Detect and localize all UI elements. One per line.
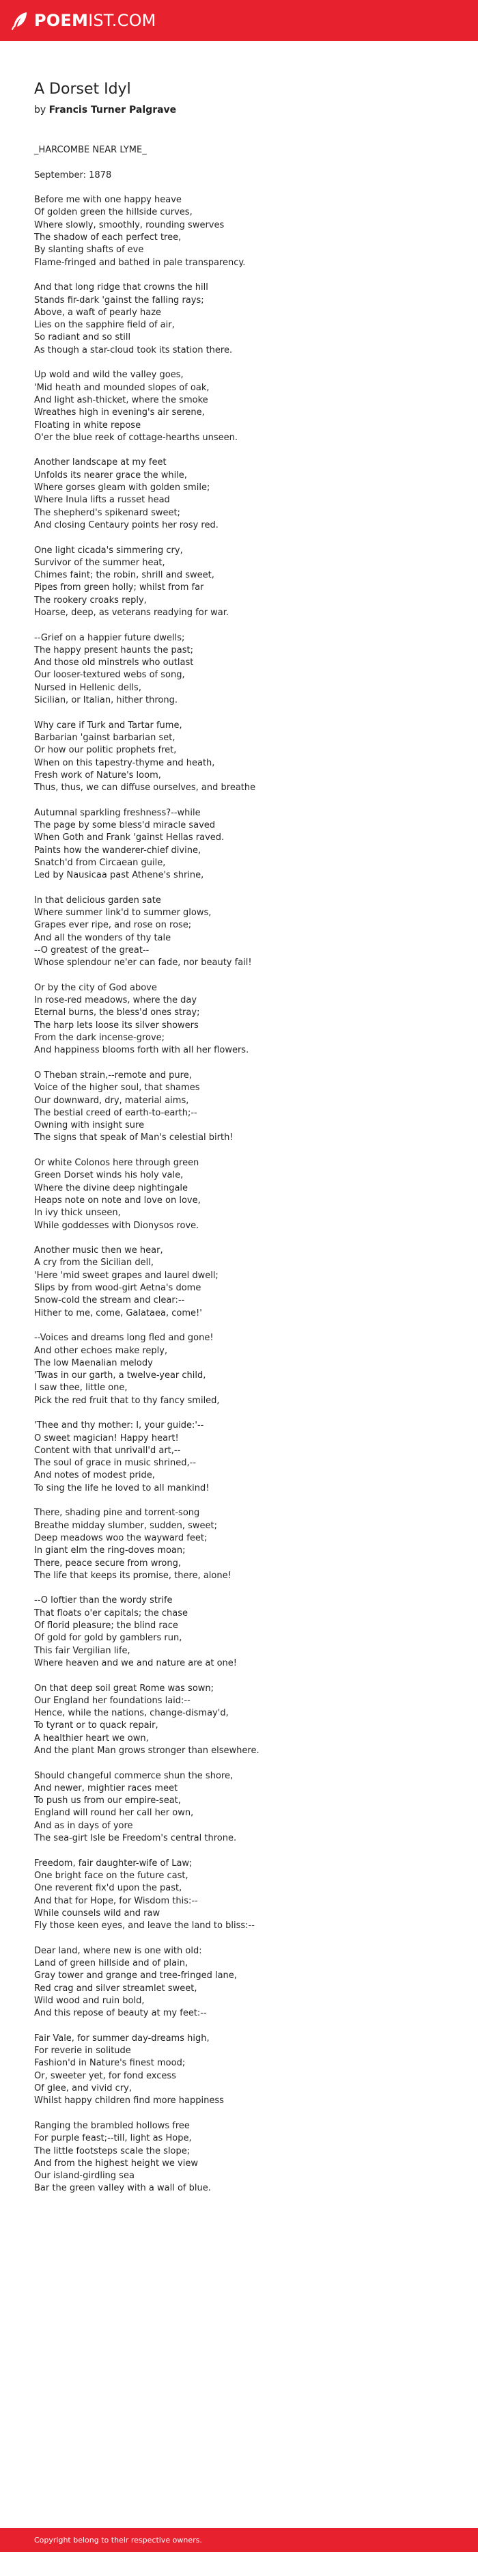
poem-line: By slanting shafts of eve [34,245,144,256]
poem-line: Dear land, where new is one with old: [34,1945,202,1956]
poem-content [0,41,478,2552]
poem-line: Of florid pleasure; the blind race [34,1621,178,1631]
poem-line: Land of green hillside and of plain, [34,1958,188,1969]
poem-line: When on this tapestry-thyme and heath, [34,757,215,768]
poem-line: --O loftier than the wordy strife [34,1595,173,1606]
stanza [34,1157,444,1232]
poem-line: Hoarse, deep, as veterans readying for war. [34,607,229,618]
poem-line: Why care if Turk and Tartar fume, [34,720,182,731]
brand-bold: POEM [34,11,89,30]
stanza [34,144,444,157]
poem-line: Our England her foundations laid:-- [34,1695,191,1706]
poem-line: Bar the green valley with a wall of blue. [34,2183,211,2194]
poem-line: Grapes ever ripe, and rose on rose; [34,920,192,931]
stanza [34,2033,444,2108]
poem-line: Wild wood and ruin bold, [34,1995,145,2006]
quill-icon [10,10,30,31]
poem-line: Paints how the wanderer-chief divine, [34,845,201,856]
poem-line: To tyrant or to quack repair, [34,1720,158,1731]
poem-line: Slips by from wood-girt Aetna's dome [34,1283,201,1294]
poem-line: The soul of grace in music shrined,-- [34,1458,197,1469]
poem-line: And light ash-thicket, where the smoke [34,394,208,405]
poem-line: Heaps note on note and love on love, [34,1195,201,1206]
poem-line: --O greatest of the great-- [34,945,150,955]
poem-line: Pipes from green holly; whilst from far [34,582,204,593]
poem-line: Hence, while the nations, change-dismay'd, [34,1708,229,1719]
byline [34,103,444,117]
poem-line: 'Here 'mid sweet grapes and laurel dwell; [34,1270,219,1281]
poem-line: Pick the red fruit that to thy fancy smiled, [34,1395,220,1406]
poem-line: Deep meadows woo the wayward feet; [34,1532,208,1543]
poem-line: In giant elm the ring-doves moan; [34,1545,186,1556]
poem-line: And this repose of beauty at my feet:-- [34,2008,207,2019]
byline-prefix: by [34,105,46,116]
poem-line: Snow-cold the stream and clear:-- [34,1295,185,1306]
stanza [34,545,444,620]
poem-line: 'Twas in our garth, a twelve-year child, [34,1370,206,1381]
poem-line: Whilst happy children find more happiness [34,2096,224,2106]
poem-line: Survivor of the summer heat, [34,557,165,568]
poem-line: There, peace secure from wrong, [34,1558,181,1569]
poem-line: Where summer link'd to summer glows, [34,908,212,919]
poem-line: Flame-fringed and bathed in pale transparency. [34,257,246,268]
poem-line: Ranging the brambled hollows free [34,2120,190,2131]
poem-line: Fresh work of Nature's loom, [34,770,161,781]
poem-line: The happy present haunts the past; [34,645,194,655]
poem-line: Unfolds its nearer grace the while, [34,470,187,480]
poem-line: The low Maenalian melody [34,1357,153,1368]
poem-line: Or white Colonos here through green [34,1158,199,1169]
poem-line: And those old minstrels who outlast [34,657,194,668]
stanza [34,1595,444,1670]
poem-line: Lies on the sapphire field of air, [34,320,175,331]
poem-line: Nursed in Hellenic dells, [34,682,141,693]
stanza [34,720,444,795]
copyright-text: Copyright belong to their respective owners. [34,2536,202,2545]
poem-line: The rookery croaks reply, [34,595,147,606]
poem-line: Fair Vale, for summer day-dreams high, [34,2033,210,2044]
poem-line: That floats o'er capitals; the chase [34,1608,188,1618]
poem-line: Gray tower and grange and tree-fringed lane, [34,1970,237,1981]
poem-line: To sing the life he loved to all mankind! [34,1482,210,1493]
poem-line: From the dark incense-grove; [34,1033,165,1044]
poem-line: Another music then we hear, [34,1245,163,1256]
author-link[interactable]: Francis Turner Palgrave [48,105,177,116]
poem-line: Where the divine deep nightingale [34,1182,188,1193]
poem-line: The shepherd's spikenard sweet; [34,507,180,518]
stanza [34,282,444,357]
poem-line: 'Thee and thy mother: I, your guide:'-- [34,1420,204,1431]
poem-line: Or by the city of God above [34,982,157,993]
poem-line: And the plant Man grows stronger than elsewhere. [34,1746,259,1756]
poem-line: September: 1878 [34,170,112,180]
poem-line: Where gorses gleam with golden smile; [34,483,210,493]
poem-line: _HARCOMBE NEAR LYME_ [34,145,147,155]
poem-line: Snatch'd from Circaean guile, [34,857,166,868]
stanza [34,1858,444,1933]
poem-line: The life that keeps its promise, there, alone! [34,1570,231,1581]
poem-line: The page by some bless'd miracle saved [34,820,216,831]
poem-body [34,144,444,2195]
poem-line: And all the wonders of thy tale [34,932,171,943]
poem-line: Above, a waft of pearly haze [34,307,162,318]
poem-line: Up wold and wild the valley goes, [34,370,184,381]
poem-line: Chimes faint; the robin, shrill and sweet, [34,570,214,581]
brand-light: IST.COM [88,11,156,30]
poem-line: Wreathes high in evening's air serene, [34,407,205,418]
stanza [34,1245,444,1320]
poem-line: The little footsteps scale the slope; [34,2145,191,2156]
poem-line: For reverie in solitude [34,2046,131,2057]
stanza [34,1070,444,1145]
poem-line: For purple feast;--till, light as Hope, [34,2133,192,2144]
stanza [34,1945,444,2020]
poem-line: Hither to me, come, Galataea, come!' [34,1307,202,1318]
stanza [34,2120,444,2195]
poem-line: Voice of the higher soul, that shames [34,1083,200,1094]
stanza [34,1420,444,1495]
poem-line: Thus, thus, we can diffuse ourselves, and breathe [34,783,256,794]
poem-line: Sicilian, or Italian, hither throng. [34,695,178,706]
stanza [34,369,444,444]
poem-line: Another landscape at my feet [34,457,167,468]
poem-line: Or, sweeter yet, for fond excess [34,2070,176,2081]
poem-line: Freedom, fair daughter-wife of Law; [34,1858,193,1869]
stanza [34,807,444,882]
poem-line: Whose splendour ne'er can fade, nor beauty fail! [34,958,252,968]
poem-line: Of glee, and vivid cry, [34,2083,132,2094]
stanza [34,1770,444,1845]
poem-line: The bestial creed of earth-to-earth;-- [34,1107,197,1118]
poem-line: Led by Nausicaa past Athene's shrine, [34,870,204,881]
stanza [34,632,444,707]
poem-line: To push us from our empire-seat, [34,1795,181,1806]
poem-line: Where heaven and we and nature are at one! [34,1657,237,1668]
poem-line: Our island-girdling sea [34,2171,135,2182]
poem-line: And from the highest height we view [34,2158,198,2169]
poem-line: Stands fir-dark 'gainst the falling rays; [34,295,204,306]
poem-title: A Dorset Idyl [34,81,131,98]
poem-line: Autumnal sparkling freshness?--while [34,807,201,818]
poem-line: O'er the blue reek of cottage-hearths unseen. [34,432,238,443]
site-footer [0,2528,478,2552]
stanza [34,170,444,182]
poem-line: The signs that speak of Man's celestial birth! [34,1133,234,1143]
stanza [34,457,444,532]
stanza [34,895,444,970]
poem-line: Green Dorset winds his holy vale, [34,1170,184,1181]
poem-line: A cry from the Sicilian dell, [34,1258,154,1269]
poem-line: And notes of modest pride, [34,1470,155,1481]
poem-line: There, shading pine and torrent-song [34,1508,200,1519]
stanza [34,982,444,1057]
stanza [34,194,444,269]
poem-line: In ivy thick unseen, [34,1208,121,1219]
poem-line: This fair Vergilian life, [34,1645,130,1656]
stanza [34,1332,444,1407]
poem-line: Fashion'd in Nature's finest mood; [34,2058,186,2069]
brand-name [34,12,156,29]
poem-line: The shadow of each perfect tree, [34,232,182,243]
poem-line: And that long ridge that crowns the hill [34,282,208,293]
poem-line: A healthier heart we own, [34,1733,149,1744]
poem-line: O Theban strain,--remote and pure, [34,1070,192,1081]
poem-line: England will round her call her own, [34,1808,194,1819]
poem-line: As though a star-cloud took its station there. [34,344,233,355]
poem-line: While goddesses with Dionysos rove. [34,1220,199,1231]
site-header [0,0,478,41]
poem-line: --Voices and dreams long fled and gone! [34,1333,214,1344]
poem-line: I saw thee, little one, [34,1383,128,1394]
poem-line: Eternal burns, the bless'd ones stray; [34,1007,200,1018]
poem-line: And closing Centaury points her rosy red. [34,519,219,530]
poem-line: Content with that unrivall'd art,-- [34,1445,181,1456]
poem-line: Owning with insight sure [34,1120,145,1131]
stanza [34,1683,444,1758]
poem-line: Barbarian 'gainst barbarian set, [34,732,175,743]
poem-line: Floating in white repose [34,420,141,431]
poem-line: And happiness blooms forth with all her flowers. [34,1045,249,1056]
poem-line: While counsels wild and raw [34,1908,160,1919]
poem-line: Fly those keen eyes, and leave the land to bliss:-- [34,1921,255,1931]
poem-line: In rose-red meadows, where the day [34,995,197,1006]
poem-line: 'Mid heath and mounded slopes of oak, [34,382,210,393]
poem-line: The harp lets loose its silver showers [34,1020,199,1031]
poem-line: Should changeful commerce shun the shore, [34,1770,234,1781]
site-logo-link[interactable] [10,10,156,31]
poem-line: So radiant and so still [34,332,131,343]
poem-line: One reverent fix'd upon the past, [34,1883,182,1894]
poem-line: When Goth and Frank 'gainst Hellas raved. [34,832,225,843]
poem-line: The sea-girt Isle be Freedom's central throne. [34,1833,237,1844]
poem-line: Red crag and silver streamlet sweet, [34,1983,197,1994]
poem-line: And other echoes make reply, [34,1345,168,1356]
poem-line: Breathe midday slumber, sudden, sweet; [34,1520,218,1531]
poem-line: Before me with one happy heave [34,195,182,206]
poem-line: One bright face on the future cast, [34,1870,188,1881]
poem-line: O sweet magician! Happy heart! [34,1433,179,1443]
poem-line: And newer, mightier races meet [34,1782,178,1793]
poem-line: Where slowly, smoothly, rounding swerves [34,219,225,230]
poem-line: --Grief on a happier future dwells; [34,632,185,643]
poem-line: Or how our politic prophets fret, [34,745,177,756]
poem-line: And as in days of yore [34,1820,133,1831]
poem-line: Our downward, dry, material aims, [34,1095,189,1106]
poem-line: On that deep soil great Rome was sown; [34,1683,214,1694]
poem-line: In that delicious garden sate [34,895,161,906]
poem-line: Of golden green the hillside curves, [34,207,193,218]
poem-line: And that for Hope, for Wisdom this:-- [34,1895,198,1906]
poem-line: Where Inula lifts a russet head [34,495,170,506]
poem-line: One light cicada's simmering cry, [34,545,183,556]
stanza [34,1507,444,1582]
poem-line: Of gold for gold by gamblers run, [34,1633,182,1644]
poem-line: Our looser-textured webs of song, [34,670,185,681]
